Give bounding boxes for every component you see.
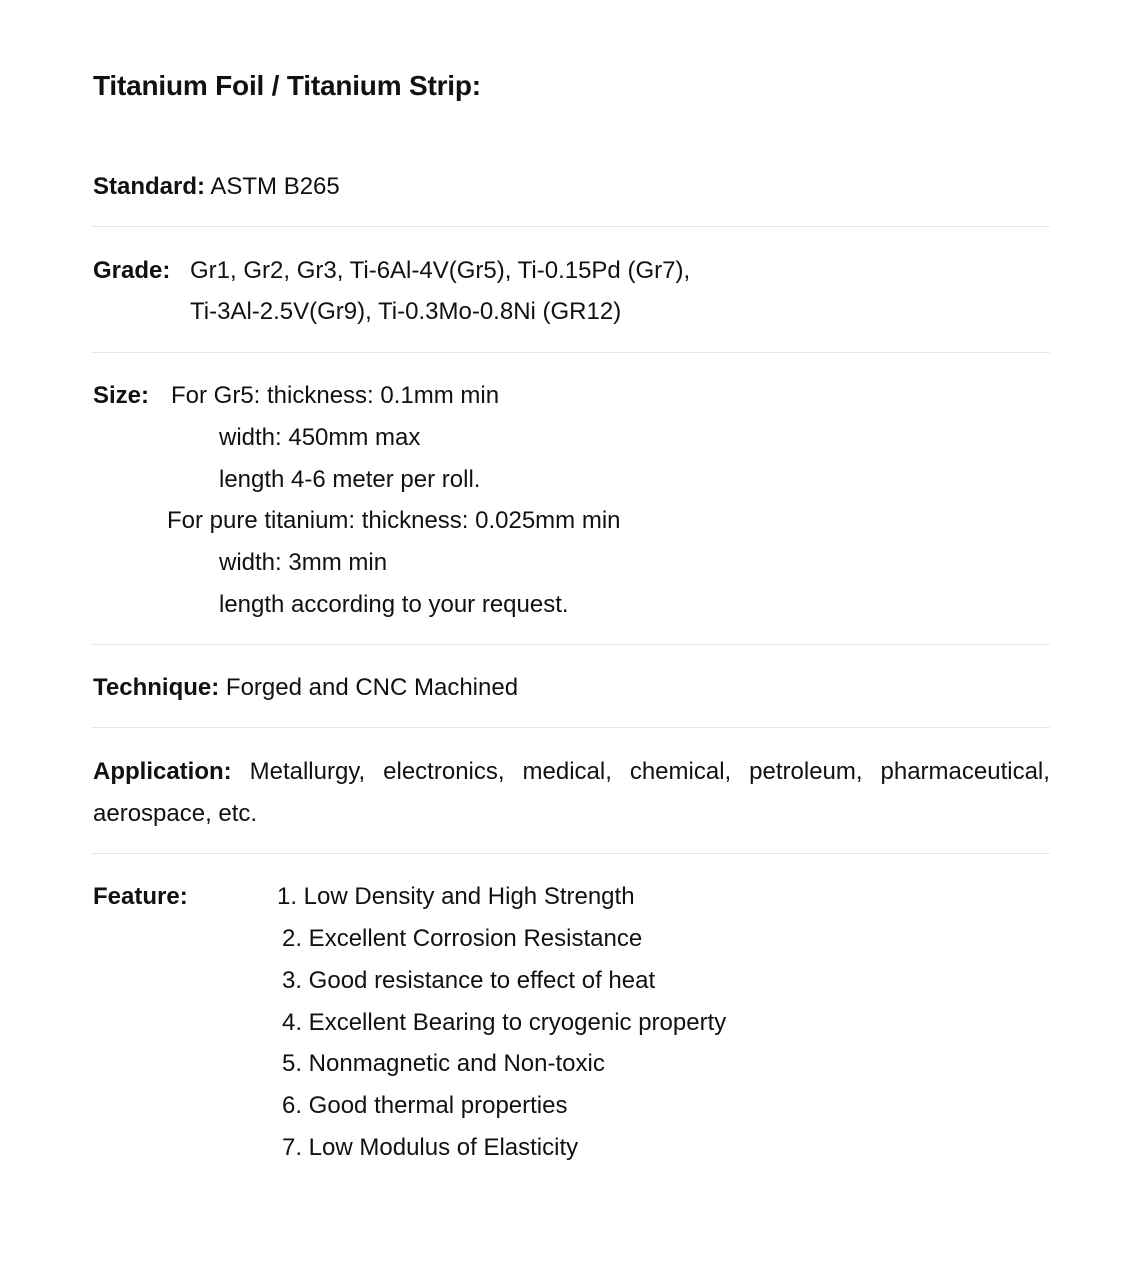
divider: [92, 853, 1050, 854]
divider: [92, 352, 1050, 353]
size-label: Size:: [93, 382, 150, 409]
feature-list-item: 2. Excellent Corrosion Resistance: [282, 925, 643, 952]
application-word: electronics,: [383, 758, 505, 785]
grade-label: Grade:: [93, 257, 171, 284]
application-label: Application:: [93, 758, 232, 785]
application-row: [93, 757, 1050, 787]
size-gr5-heading: For Gr5: thickness: 0.1mm min: [171, 382, 500, 409]
size-pure-width: width: 3mm min: [219, 549, 388, 576]
size-gr5-width: width: 450mm max: [219, 424, 421, 451]
feature-list-item: 7. Low Modulus of Elasticity: [282, 1134, 579, 1161]
size-gr5-length: length 4-6 meter per roll.: [219, 466, 481, 493]
standard-value: ASTM B265: [210, 173, 340, 200]
feature-list-item: 1. Low Density and High Strength: [277, 883, 635, 910]
grade-value-line-2: Ti-3Al-2.5V(Gr9), Ti-0.3Mo-0.8Ni (GR12): [190, 298, 622, 325]
standard-label: Standard:: [93, 173, 206, 200]
feature-list-item: 6. Good thermal properties: [282, 1092, 568, 1119]
feature-list-item: 3. Good resistance to effect of heat: [282, 967, 656, 994]
application-word: medical,: [522, 758, 612, 785]
application-word: chemical,: [629, 758, 732, 785]
feature-list-item: 5. Nonmagnetic and Non-toxic: [282, 1050, 605, 1077]
technique-label: Technique:: [93, 674, 220, 701]
divider: [92, 644, 1050, 645]
technique-row: [93, 673, 518, 703]
technique-value: Forged and CNC Machined: [225, 674, 519, 701]
feature-label: Feature:: [93, 883, 188, 910]
divider: [92, 226, 1050, 227]
page-title: Titanium Foil / Titanium Strip:: [93, 70, 481, 101]
application-word: Metallurgy,: [249, 758, 366, 785]
application-word: pharmaceutical,: [880, 758, 1050, 785]
application-value-line-2: aerospace, etc.: [93, 800, 258, 827]
standard-row: [93, 172, 340, 202]
size-pure-length: length according to your request.: [219, 591, 569, 618]
size-pure-heading: For pure titanium: thickness: 0.025mm min: [167, 507, 621, 534]
divider: [92, 727, 1050, 728]
application-word: petroleum,: [749, 758, 863, 785]
feature-list-item: 4. Excellent Bearing to cryogenic property: [282, 1009, 727, 1036]
grade-value-line-1: Gr1, Gr2, Gr3, Ti-6Al-4V(Gr5), Ti-0.15Pd (Gr7),: [190, 257, 691, 284]
